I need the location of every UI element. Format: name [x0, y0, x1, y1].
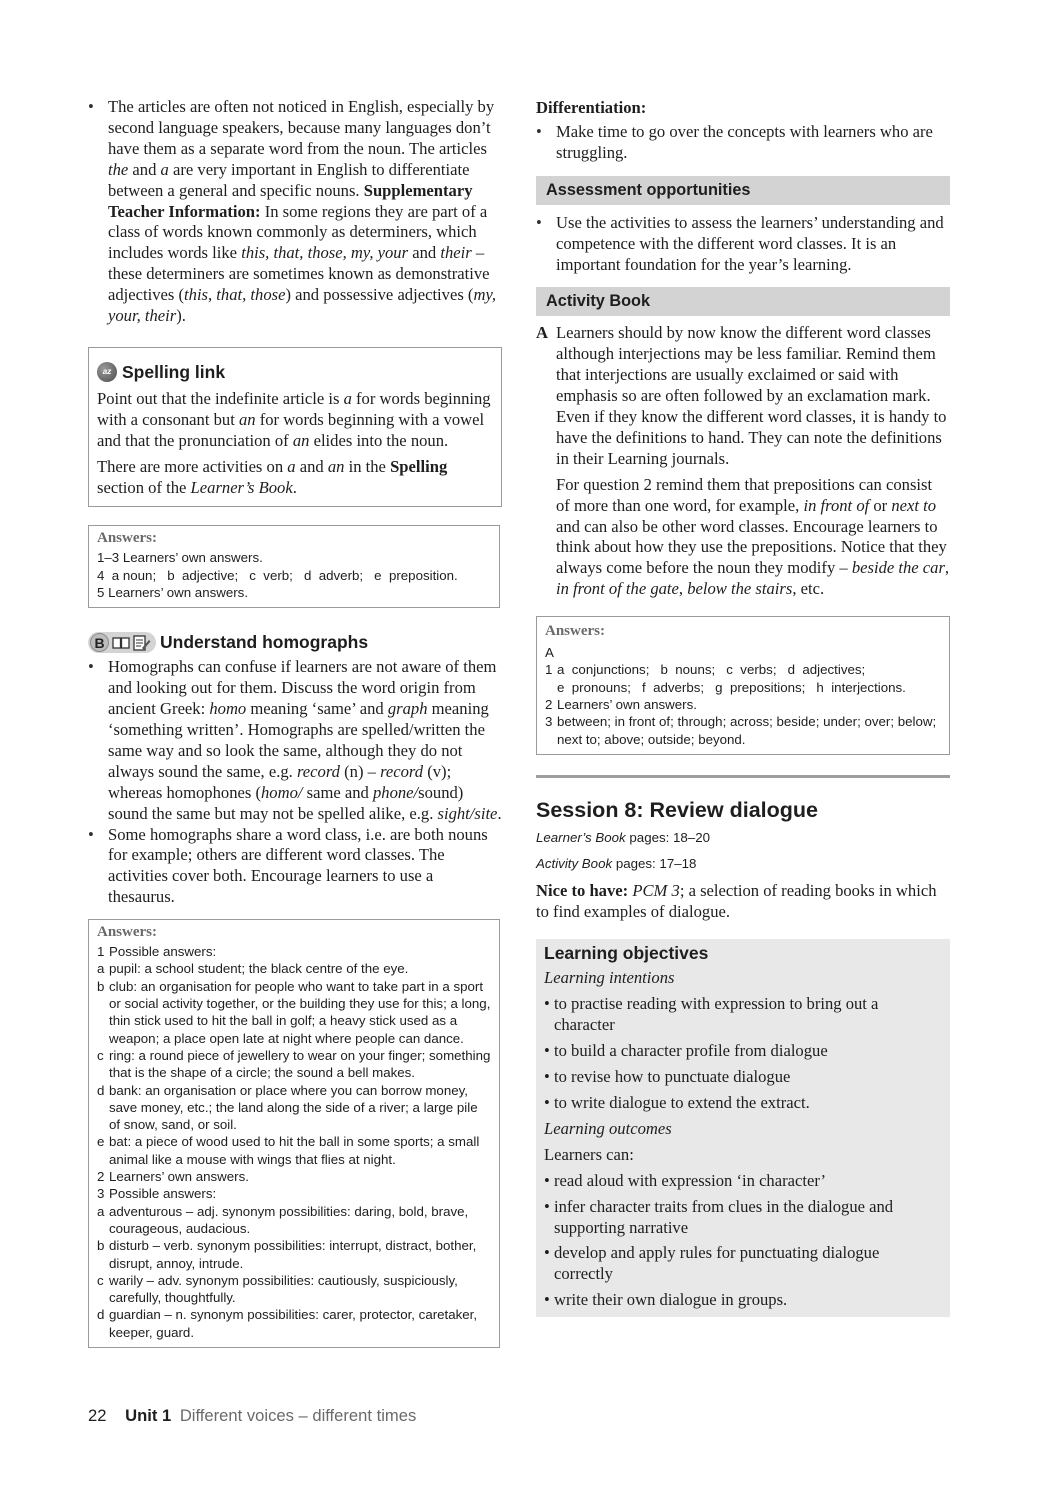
activity-book-paragraph: For question 2 remind them that prepositions can consist of more than one word, for example, in front of or next to and can also be other word classes. Encourage learners to think about how they use the prepositions. Notice that they always come before the noun they modify – beside the car, in front of the gate, below the stairs, etc. [556, 474, 950, 599]
right-column [536, 97, 950, 1317]
answers-box-1 [88, 525, 500, 608]
answer-item: e bat: a piece of wood used to hit the ball in some sports; a small animal like a mouse with wings that flies at night. [97, 1134, 480, 1167]
homographs-heading: B Understand homographs [88, 632, 502, 653]
answer-line: 5 Learners’ own answers. [97, 585, 249, 600]
assessment-list [536, 213, 950, 276]
activity-book-text [556, 323, 950, 600]
answer-item: d bank: an organisation or place where you can borrow money, save money, etc.; the land along the side of a river; a large pile of snow, sand, or soil. [97, 1082, 478, 1133]
answer-item: 1 a conjunctions; b nouns; c verbs; d adjectives; [545, 662, 866, 678]
spelling-link-paragraph: Point out that the indefinite article is a for words beginning with a consonant but an for words beginning with a vowel and that the pronunciation of an elides into the noun. [97, 388, 491, 450]
homographs-bullet-list [88, 657, 502, 908]
intention-item: • to write dialogue to extend the extract. [544, 1093, 942, 1114]
answer-line: 4 a noun; b adjective; c verb; d adverb; e preposition. [97, 567, 458, 583]
differentiation-heading: Differentiation: [536, 98, 647, 117]
section-divider [536, 775, 950, 778]
learning-objectives-box [536, 939, 950, 1318]
answers-title: Answers: [97, 924, 157, 941]
assessment-bullet: • Use the activities to assess the learners’ understanding and competence with the different word classes. It is an important foundation for the year’s learning. [536, 213, 950, 276]
answer-item: 3 Possible answers: [97, 1186, 217, 1202]
answer-item: c warily – adv. synonym possibilities: cautiously, suspiciously, carefully, thoughtfully. [97, 1272, 458, 1306]
differentiation-bullet: • Make time to go over the concepts with learners who are struggling. [536, 122, 950, 164]
differentiation-list [536, 122, 950, 164]
activity-book-paragraph: Learners should by now know the different word classes although interjections may be less familiar. Remind them that interjections are usually exclaimed or said with emphasis so are often followed by an exclamation mark. Even if they know the different word classes, it is handy to have the definitions to hand. They can note the definitions in their Learning journals. [556, 323, 947, 468]
page-footer [88, 1406, 416, 1426]
learning-intentions-label: Learning intentions [544, 968, 675, 988]
intention-item: • to practise reading with expression to bring out a character [544, 994, 942, 1036]
homographs-bullet: • Homographs can confuse if learners are not aware of them and looking out for them. Discuss the word origin from ancient Greek: homo meaning ‘same’ and graph meaning ‘something written’. Homographs are spelled/written the same way and so look the same, although they do not always sound the same, e.g. record (n) – record (v); whereas homophones (homo/ same and phone/sound) sound the same but may not be spelled alike, e.g. sight/site. [88, 657, 502, 824]
learning-objectives-title: Learning objectives [544, 942, 709, 963]
articles-bullet-list [88, 97, 502, 327]
answers-title: Answers: [545, 623, 605, 640]
answers-box-3 [536, 616, 950, 755]
az-spelling-icon: az [97, 362, 117, 382]
answer-item: 2 Learners’ own answers. [545, 696, 697, 712]
learning-intentions-list [544, 994, 942, 1114]
unit-title: Different voices – different times [179, 1406, 417, 1425]
outcome-item: • write their own dialogue in groups. [544, 1290, 942, 1311]
unit-label: Unit 1 [125, 1406, 172, 1425]
answer-line: 1–3 Learners’ own answers. [97, 550, 263, 566]
answers-title: Answers: [97, 530, 157, 547]
outcome-item: • develop and apply rules for punctuating dialogue correctly [544, 1243, 942, 1285]
page-number: 22 [88, 1406, 107, 1425]
answer-item: 3 between; in front of; through; across; beside; under; over; below; next to; above; outside; beyond. [545, 714, 937, 747]
answer-item: b club: an organisation for people who want to take part in a sport or social activity together, or the building they use for this; a long, thin stick used to hit the ball in golf; a heavy stick used as a weapon; a place open late at night where people can dance. [97, 978, 491, 1046]
homographs-bullet: • Some homographs share a word class, i.e. are both nouns for example; others are different word classes. The activities cover both. Encourage learners to use a thesaurus. [88, 825, 502, 909]
outcome-item: • infer character traits from clues in the dialogue and supporting narrative [544, 1197, 942, 1239]
activity-letter-b: B [90, 633, 109, 652]
answer-item: d guardian – n. synonym possibilities: carer, protector, caretaker, keeper, guard. [97, 1307, 478, 1340]
session-title: Session 8: Review dialogue [536, 797, 818, 822]
articles-bullet: • The articles are often not noticed in English, especially by second language speakers, because many languages don’t have them as a separate word from the noun. The articles the and a are very important in English to differentiate between a general and specific nouns. Supplementary Teacher Information: In some regions they are part of a class of words known commonly as determiners, which includes words like this, that, those, my, your and their – these determiners are sometimes known as demonstrative adjectives (this, that, those) and possessive adjectives (my, your, their). [88, 97, 502, 327]
spelling-link-title: az Spelling link [97, 362, 493, 383]
activity-book-pages: Activity Book pages: 17–18 [536, 855, 697, 871]
answer-item: e pronouns; f adverbs; g prepositions; h interjections. [557, 679, 906, 695]
activity-badge [88, 632, 156, 653]
activity-letter: A [536, 323, 548, 343]
answer-item: 1 Possible answers: [97, 944, 217, 960]
answers-section-label: A [545, 645, 554, 661]
answer-item: a pupil: a school student; the black centre of the eye. [97, 961, 409, 977]
intention-item: • to revise how to punctuate dialogue [544, 1067, 942, 1088]
activity-book-content [536, 323, 950, 600]
left-column [88, 97, 502, 1348]
learning-outcomes-label: Learning outcomes [544, 1118, 672, 1138]
outcomes-intro: Learners can: [544, 1144, 634, 1164]
spelling-link-paragraph: There are more activities on a and an in the Spelling section of the Learner’s Book. [97, 456, 448, 497]
answer-item: b disturb – verb. synonym possibilities: interrupt, distract, bother, disrupt, annoy, intrude. [97, 1238, 477, 1271]
answers-box-2 [88, 919, 500, 1348]
spelling-link-box [88, 347, 502, 507]
activity-book-heading: Activity Book [536, 287, 950, 316]
answer-item: a adventurous – adj. synonym possibilities: daring, bold, brave, courageous, audacious. [97, 1203, 469, 1236]
supplementary-info-label: Supplementary Teacher Information: [108, 180, 473, 221]
answer-item: 2 Learners’ own answers. [97, 1169, 249, 1185]
answer-item: c ring: a round piece of jewellery to wear on your finger; something that is the shape of a circle; the sound a bell makes. [97, 1047, 491, 1081]
nice-to-have: Nice to have: PCM 3; a selection of reading books in which to find examples of dialogue. [536, 880, 937, 921]
writing-icon [133, 635, 151, 651]
learners-book-pages: Learner’s Book pages: 18–20 [536, 829, 710, 845]
learning-outcomes-list [544, 1171, 942, 1311]
outcome-item: • read aloud with expression ‘in character’ [544, 1171, 942, 1192]
book-icon [112, 636, 130, 650]
assessment-heading: Assessment opportunities [536, 176, 950, 205]
intention-item: • to build a character profile from dialogue [544, 1041, 942, 1062]
